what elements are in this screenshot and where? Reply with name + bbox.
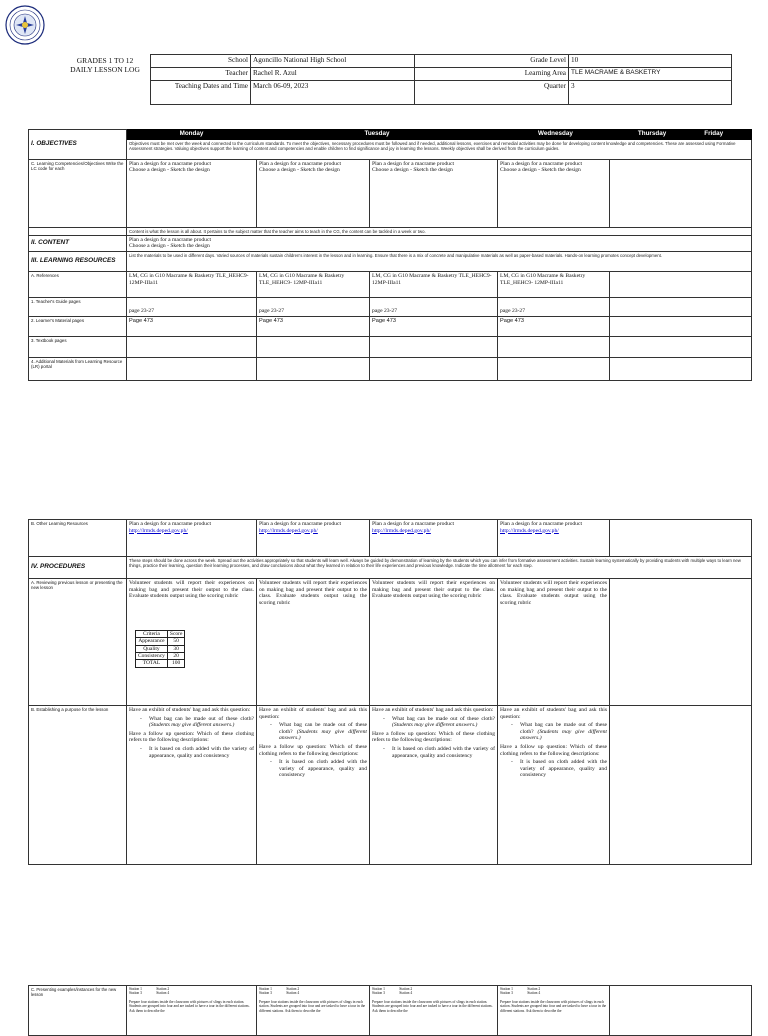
add-friday: [610, 357, 752, 380]
other-friday: [610, 520, 752, 557]
review-wednesday: Volunteer students will report their experiences on making bag and present their output to the class. Evaluate students output using the scoring rubric: [370, 579, 498, 706]
objectives-label: I. OBJECTIVES: [29, 130, 127, 160]
teaching-dates-value: March 06-09, 2023: [251, 81, 415, 105]
competencies-label: C. Learning Competencies/Objectives Write the LC code for each: [29, 159, 127, 227]
purpose-wednesday: Have an exhibit of students' bag and ask this question: - What bag can be made out of these cloth? (Students may give different answers.) Have a follow up question: Which of these clothing refers to the following descriptions: - It is based on cloth added with the variety of appearance, quality and consistency: [370, 706, 498, 865]
add-monday: [127, 357, 257, 380]
add-thursday: [498, 357, 610, 380]
title-line-2: DAILY LESSON LOG: [70, 65, 140, 74]
learning-resources-label: III. LEARNING RESOURCES: [29, 251, 127, 271]
grade-level-value: 10: [569, 55, 732, 68]
other-tuesday: Plan a design for a macrame product http://lrmds.deped.gov.ph/: [257, 520, 370, 557]
learning-area-value: TLE MACRAME & BASKETRY: [569, 68, 732, 81]
teacher-label: Teacher: [151, 68, 251, 81]
day-monday: Monday: [127, 130, 257, 140]
title-line-1: GRADES 1 TO 12: [76, 56, 134, 65]
content-value: Plan a design for a macrame product Choose a design - Sketch the design: [127, 235, 752, 251]
school-label: School: [151, 55, 251, 68]
procedures-description: These steps should be done across the week. Spread out the activities appropriately so that students will learn well. Always be guided by demonstration of learning by the students which you can infer from formative assessment activities. Sustain learning systematically by providing students with multiple ways to learn new things, practice their learning, question their learning processes, and draw conclusions about what they learned in relation to their life experiences and previous knowledge. Indicate the time allotment for each step.: [127, 557, 752, 579]
tb-thursday: [498, 336, 610, 357]
examples-friday: [610, 986, 752, 1036]
competency-thursday: Plan a design for a macrame product Choose a design - Sketch the design: [498, 159, 610, 227]
other-wednesday: Plan a design for a macrame product http://lrmds.deped.gov.ph/: [370, 520, 498, 557]
other-monday: Plan a design for a macrame product http://lrmds.deped.gov.ph/: [127, 520, 257, 557]
lm-thursday: Page 473: [498, 316, 610, 336]
lm-wednesday: Page 473: [370, 316, 498, 336]
rubric-criteria: Consistency: [136, 653, 168, 660]
reviewing-lesson-label: A. Reviewing previous lesson or presenting the new lesson: [29, 579, 127, 706]
presenting-examples-label: C. Presenting examples/instances for the new lesson: [29, 986, 127, 1036]
day-thursday-friday: [610, 130, 752, 140]
school-value: Agoncillo National High School: [251, 55, 415, 68]
review-friday: [610, 579, 752, 706]
rubric-score: 20: [167, 653, 185, 660]
lm-tuesday: Page 473: [257, 316, 370, 336]
teachers-guide-label: 1. Teacher's Guide pages: [29, 297, 127, 316]
quarter-value: 3: [569, 81, 732, 105]
deped-seal-logo: [5, 5, 45, 45]
content-description: Content is what the lesson is all about. It pertains to the subject matter that the teacher aims to teach in the CG, the content can be tackled in a week or two.: [127, 227, 752, 235]
day-wednesday: Wednesday: [498, 130, 610, 140]
references-tuesday: LM, CG in G10 Macrame & Basketry TLE_HEHC9- 12MP-IIIa11: [257, 271, 370, 297]
tb-monday: [127, 336, 257, 357]
other-resources-label: B. Other Learning Resources: [29, 520, 127, 557]
textbook-label: 3. Textbook pages: [29, 336, 127, 357]
lesson-log-table-2: [28, 519, 752, 865]
day-tuesday: Tuesday: [257, 130, 498, 140]
rubric-score: 30: [167, 645, 185, 652]
examples-wednesday: Station 1 Station 2 Station 3 Station 4 Prepare four stations inside the classroom with pictures of slings in each station. Students are grouped into four and are tasked to have a tour in the different stations. Ask them to describe the: [370, 986, 498, 1036]
references-label: A. References: [29, 271, 127, 297]
grade-level-label: Grade Level: [415, 55, 569, 68]
learning-resources-description: List the materials to be used in different days. Varied sources of materials sustain children's interest in the lesson and in learning. Ensure that there is a mix of concrete and manipulative materials as well as paper-based materials. Hands-on learning promotes concept development.: [127, 251, 752, 271]
lr-portal-link[interactable]: http://lrmds.deped.gov.ph/: [129, 527, 188, 534]
lr-portal-link[interactable]: http://lrmds.deped.gov.ph/: [500, 527, 559, 534]
tb-tuesday: [257, 336, 370, 357]
rubric-score: 50: [167, 638, 185, 645]
add-wednesday: [370, 357, 498, 380]
competency-friday: [610, 159, 752, 227]
tg-tuesday: page 23-27: [257, 297, 370, 316]
rubric-criteria: TOTAL: [136, 660, 168, 667]
lesson-log-table-1: [28, 129, 752, 381]
review-thursday: Volunteer students will report their experiences on making bag and present their output to the class. Evaluate students output using the scoring rubric: [498, 579, 610, 706]
competency-wednesday: Plan a design for a macrame product Choose a design - Sketch the design: [370, 159, 498, 227]
establishing-purpose-label: B. Establishing a purpose for the lesson: [29, 706, 127, 865]
tg-wednesday: page 23-27: [370, 297, 498, 316]
examples-monday: Station 1 Station 2 Station 3 Station 4 Prepare four stations inside the classroom with pictures of slings in each station. Students are grouped into four and are tasked to have a tour in the different stations. Ask them to describe the: [127, 986, 257, 1036]
rubric-header-criteria: Criteria: [136, 630, 168, 637]
purpose-monday: Have an exhibit of students' bag and ask this question: - What bag can be made out of these cloth? (Students may give different answers.) Have a follow up question: Which of these clothing refers to the following descriptions: - It is based on cloth added with the variety of appearance, quality and consistency: [127, 706, 257, 865]
content-label: II. CONTENT: [29, 235, 127, 251]
references-monday: LM, CG in G10 Macrame & Basketry TLE_HEHC9- 12MP-IIIa11: [127, 271, 257, 297]
references-wednesday: LM, CG in G10 Macrame & Basketry TLE_HEHC9- 12MP-IIIa11: [370, 271, 498, 297]
learners-material-label: 2. Learner's Material pages: [29, 316, 127, 336]
lesson-log-table-3: [28, 985, 752, 1036]
review-tuesday: Volunteer students will report their experiences on making bag and present their output to the class. Evaluate students output using the scoring rubric: [257, 579, 370, 706]
lm-monday: Page 473: [127, 316, 257, 336]
review-monday: Volunteer students will report their experiences on making bag and present their output to the class. Evaluate students output using the scoring rubric Criteria Score Appearance 50 Quality 30 Consistency 20 TOTAL 100: [127, 579, 257, 706]
header-info-table: [150, 54, 732, 105]
competency-monday: Plan a design for a macrame product Choose a design - Sketch the design: [127, 159, 257, 227]
day-friday: Friday: [704, 130, 724, 137]
references-friday: [610, 271, 752, 297]
rubric-criteria: Quality: [136, 645, 168, 652]
day-thursday: Thursday: [637, 130, 667, 137]
tg-thursday: page 23-27: [498, 297, 610, 316]
tg-friday: [610, 297, 752, 316]
teaching-dates-label: Teaching Dates and Time: [151, 81, 251, 105]
form-title: [55, 56, 155, 74]
competency-tuesday: Plan a design for a macrame product Choose a design - Sketch the design: [257, 159, 370, 227]
examples-tuesday: Station 1 Station 2 Station 3 Station 4 Prepare four stations inside the classroom with pictures of slings in each station. Students are grouped into four and are tasked to have a tour in the different stations. Ask them to describe the: [257, 986, 370, 1036]
examples-thursday: Station 1 Station 2 Station 3 Station 4 Prepare four stations inside the classroom with pictures of slings in each station. Students are grouped into four and are tasked to have a tour in the different stations. Ask them to describe the: [498, 986, 610, 1036]
purpose-thursday: Have an exhibit of students' bag and ask this question: - What bag can be made out of these cloth? (Students may give different answers.) Have a follow up question: Which of these clothing refers to the following descriptions: - It is based on cloth added with the variety of appearance, quality and consistency: [498, 706, 610, 865]
add-tuesday: [257, 357, 370, 380]
learning-area-label: Learning Area: [415, 68, 569, 81]
procedures-label: IV. PROCEDURES: [29, 557, 127, 579]
additional-materials-label: 4. Additional Materials from Learning Resource (LR) portal: [29, 357, 127, 380]
lr-portal-link[interactable]: http://lrmds.deped.gov.ph/: [259, 527, 318, 534]
content-desc-spacer: [29, 227, 127, 235]
purpose-tuesday: Have an exhibit of students' bag and ask this question: - What bag can be made out of these cloth? (Students may give different answers.) Have a follow up question: Which of these clothing refers to the following descriptions: - It is based on cloth added with the variety of appearance, quality and consistency: [257, 706, 370, 865]
references-thursday: LM, CG in G10 Macrame & Basketry TLE_HEHC9- 12MP-IIIa11: [498, 271, 610, 297]
tb-wednesday: [370, 336, 498, 357]
rubric-criteria: Appearance: [136, 638, 168, 645]
tg-monday: page 23-27: [127, 297, 257, 316]
lm-friday: [610, 316, 752, 336]
rubric-header-score: Score: [167, 630, 185, 637]
other-thursday: Plan a design for a macrame product http://lrmds.deped.gov.ph/: [498, 520, 610, 557]
lr-portal-link[interactable]: http://lrmds.deped.gov.ph/: [372, 527, 431, 534]
quarter-label: Quarter: [415, 81, 569, 105]
teacher-value: Rachel R. Azul: [251, 68, 415, 81]
scoring-rubric-table: [135, 630, 185, 668]
rubric-score: 100: [167, 660, 185, 667]
tb-friday: [610, 336, 752, 357]
purpose-friday: [610, 706, 752, 865]
objectives-description: Objectives must be met over the week and connected to the curriculum standards. To meet the objectives, necessary procedures must be followed and if needed, additional lessons, exercises and remedial activities may be done for developing content knowledge and competencies. These are assessed using Formative Assessment strategies. Valuing objectives support the learning of content and competencies and enable children to find significance and joy in learning the lessons. Weekly objectives shall be derived from the curriculum guides.: [127, 139, 752, 159]
